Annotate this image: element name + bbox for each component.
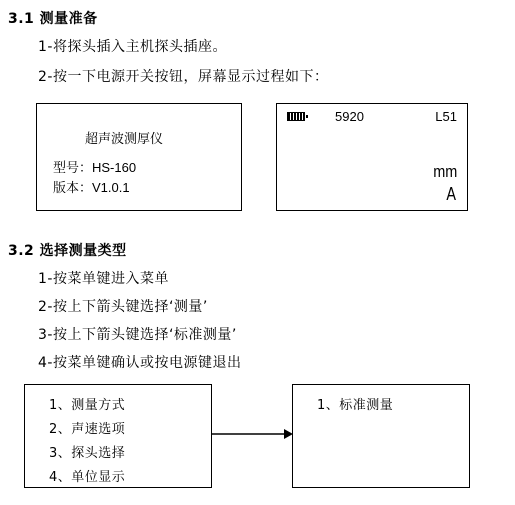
step-1-2: 2-按一下电源开关按钮，屏幕显示过程如下： xyxy=(38,69,329,85)
main-menu-screen xyxy=(24,384,212,488)
menu-item-sound-velocity: 2、声速选项 xyxy=(49,422,126,437)
startup-screen xyxy=(36,103,242,211)
sub-menu-screen xyxy=(292,384,470,488)
measurement-screen xyxy=(276,103,468,211)
model-label: 型号：HS-160 xyxy=(53,160,137,175)
step-2-4: 4-按菜单键确认或按电源键退出 xyxy=(38,355,242,371)
device-title: 超声波测厚仪 xyxy=(85,132,164,147)
step-1-1: 1-将探头插入主机探头插座。 xyxy=(38,39,227,55)
menu-item-probe-select: 3、探头选择 xyxy=(49,446,126,461)
section-3-1-heading: 3.1 测量准备 xyxy=(8,11,98,27)
unit-label: mm xyxy=(432,162,457,181)
code-label: L51 xyxy=(435,109,457,124)
step-2-3: 3-按上下箭头键选择‘标准测量’ xyxy=(38,327,237,343)
section-3-2-heading: 3.2 选择测量类型 xyxy=(8,243,127,259)
menu-item-unit-display: 4、单位显示 xyxy=(49,470,126,485)
battery-full-icon xyxy=(287,112,305,121)
step-2-1: 1-按菜单键进入菜单 xyxy=(38,271,169,287)
mode-label: A xyxy=(446,184,456,204)
arrow-right-icon xyxy=(212,427,294,441)
step-2-2: 2-按上下箭头键选择‘测量’ xyxy=(38,299,208,315)
sound-velocity-value: 5920 xyxy=(335,109,364,124)
menu-item-measure-mode: 1、测量方式 xyxy=(49,398,126,413)
version-label: 版本：V1.0.1 xyxy=(53,180,130,195)
menu-item-standard-measure: 1、标准测量 xyxy=(317,398,394,413)
